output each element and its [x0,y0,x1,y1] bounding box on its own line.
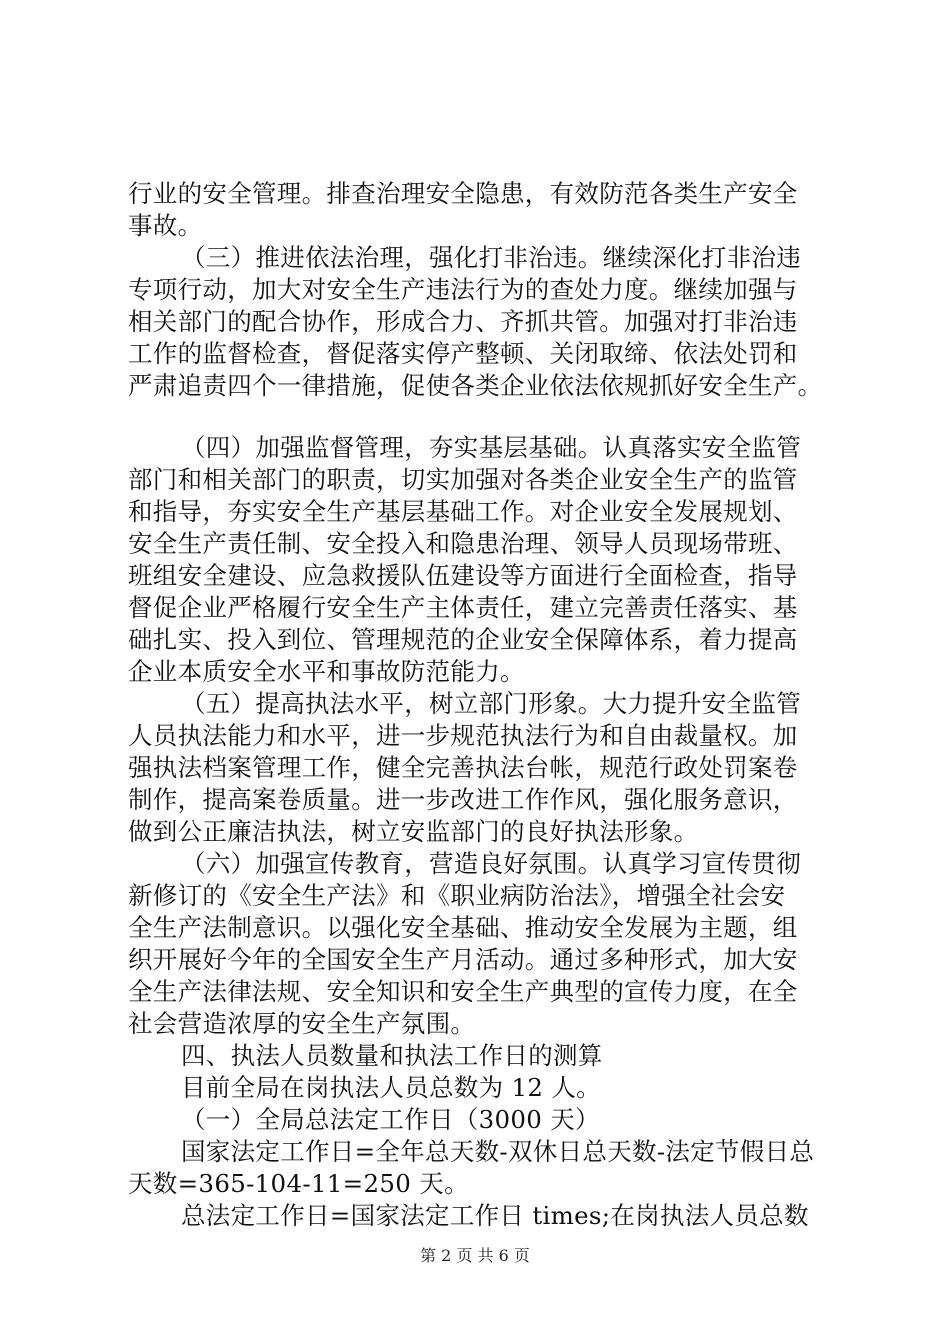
text-line: 督促企业严格履行安全生产主体责任，建立完善责任落实、基 [128,593,798,622]
text-line: 部门和相关部门的职责，切实加强对各类企业安全生产的监管 [128,465,798,494]
text-line: （四）加强监督管理，夯实基层基础。认真落实安全监管 [181,433,801,462]
text-line: 和指导，夯实安全生产基层基础工作。对企业安全发展规划、 [128,497,798,526]
text-line: 全生产法律法规、安全知识和安全生产典型的宣传力度，在全 [128,977,798,1006]
text-line: 班组安全建设、应急救援队伍建设等方面进行全面检查，指导 [128,561,798,590]
text-line: 工作的监督检查，督促落实停产整顿、关闭取缔、依法处罚和 [128,339,798,368]
text-line: 人员执法能力和水平，进一步规范执法行为和自由裁量权。加 [128,721,798,750]
text-line: 总法定工作日=国家法定工作日 times;在岗执法人员总数 [181,1201,809,1230]
text-line: 社会营造浓厚的安全生产氛围。 [128,1009,476,1038]
text-line: 国家法定工作日=全年总天数-双休日总天数-法定节假日总 [181,1137,815,1166]
text-line: 做到公正廉洁执法，树立安监部门的良好执法形象。 [128,817,699,846]
text-line: 目前全局在岗执法人员总数为 12 人。 [181,1073,601,1102]
text-line: 行业的安全管理。排查治理安全隐患，有效防范各类生产安全 [128,179,798,208]
text-line: 专项行动，加大对安全生产违法行为的查处力度。继续加强与 [128,275,798,304]
text-line: 企业本质安全水平和事故防范能力。 [128,657,525,686]
text-line: （五）提高执法水平，树立部门形象。大力提升安全监管 [181,689,801,718]
text-line: 织开展好今年的全国安全生产月活动。通过多种形式，加大安 [128,945,798,974]
text-line: 相关部门的配合协作，形成合力、齐抓共管。加强对打非治违 [128,307,798,336]
text-line: 天数=365-104-11=250 天。 [128,1169,469,1198]
subsection-heading: （一）全局总法定工作日（3000 天） [181,1105,600,1134]
text-line: 新修订的《安全生产法》和《职业病防治法》，增强全社会安 [128,881,786,910]
text-line: 强执法档案管理工作，健全完善执法台帐，规范行政处罚案卷 [128,753,798,782]
page-footer: 第 2 页 共 6 页 [420,1246,530,1265]
text-line: （六）加强宣传教育，营造良好氛围。认真学习宣传贯彻 [181,849,801,878]
text-line: 制作，提高案卷质量。进一步改进工作作风，强化服务意识， [128,785,798,814]
text-line: 安全生产责任制、安全投入和隐患治理、领导人员现场带班、 [128,529,798,558]
section-heading: 四、执法人员数量和执法工作日的测算 [181,1041,603,1070]
text-line: 事故。 [128,211,203,240]
text-line: （三）推进依法治理，强化打非治违。继续深化打非治违 [181,243,801,272]
text-line: 严肃追责四个一律措施，促使各类企业依法依规抓好安全生产。 [128,371,823,400]
text-line: 础扎实、投入到位、管理规范的企业安全保障体系，着力提高 [128,625,798,654]
text-line: 全生产法制意识。以强化安全基础、推动安全发展为主题，组 [128,913,798,942]
